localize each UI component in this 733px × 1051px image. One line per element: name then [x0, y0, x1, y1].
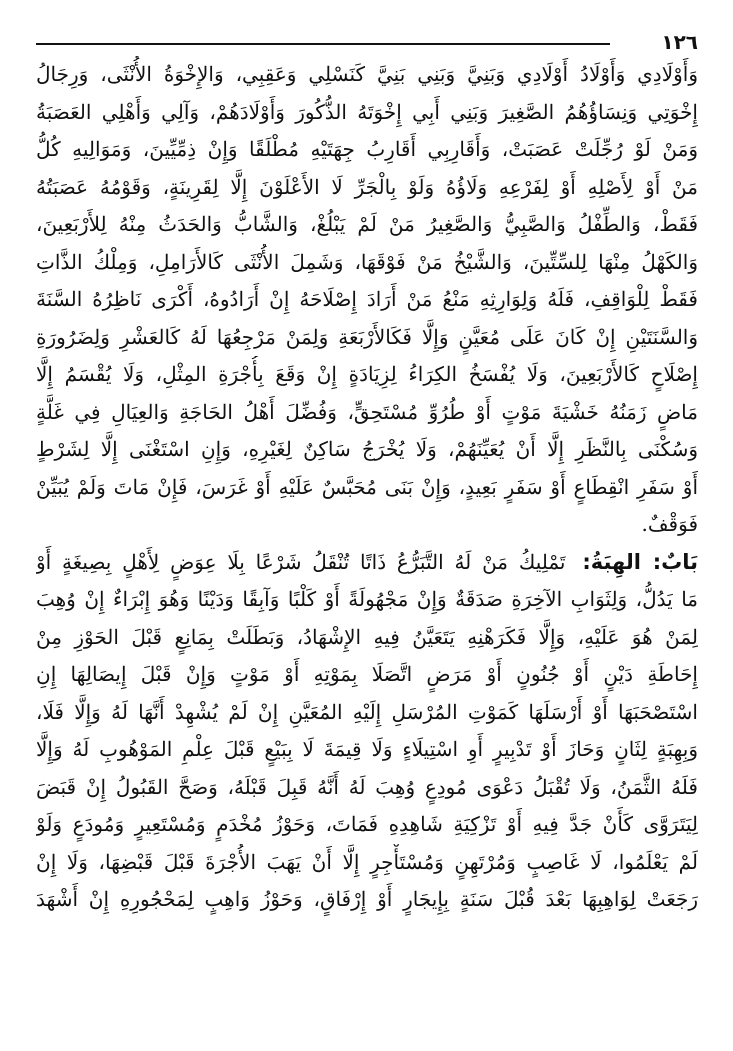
text-line: أَوْ سَفَرِ انْقِطَاعٍ أَوْ سَفَرٍ بَعِيدٍ، وَإِنْ بَنَى مُحَبَّسٌ عَلَيْهِ أَوْ غَرَسَ، فَإِنْ مَاتَ وَلَمْ يُبَيِّنْ — [36, 474, 698, 499]
page-header — [36, 28, 698, 56]
text-line: مَنْ أَوْ لِأَصْلِهِ أَوْ لِفَرْعِهِ وَلَاؤُهُ وَلَوْ بِالْجَرِّ لَا الأَعْلَوْنَ إِلَّا لِقَرِينَةٍ، وَقَوْمُهُ عَصَبَتُهُ — [36, 174, 698, 199]
text-body — [36, 56, 698, 919]
text-line: وَمَنْ لَوْ رُجِّلَتْ عَصَبَتْ، وَأَقَارِبِي أَقَارِبُ جِهَتَيْهِ مُطْلَقًا وَإِنْ ذِمِّيِّينَ، وَمَوَالِيهِ كُلُّ — [36, 137, 698, 161]
text-line: مَا يَدُلُّ، وَلِثَوَابِ الآخِرَةِ صَدَقَةٌ وَإِنْ مَجْهُولَةً أَوْ كَلْبًا وَآبِقًا وَدَيْنًا وَهُوَ إِبْرَاءٌ إِنْ وُهِبَ — [36, 587, 698, 611]
text-line: وَالسَّنَتَيْنِ إِنْ كَانَ عَلَى مُعَيَّنٍ وَإِلَّا فَكَالأَرْبَعَةِ وَلِمَنْ مَرْجِعُهَا لَهُ كَالعَشْرِ وَلِضَرُورَةِ — [36, 324, 698, 349]
text-line: إِصْلَاحٍ كَالأَرْبَعِينَ، وَلَا يُفْسَخُ الكِرَاءُ لِزِيَادَةٍ إِنْ وَقَعَ بِأُجْرَةِ المِثْلِ، وَلَا يُقْسَمُ إِلَّا — [36, 362, 698, 386]
text-line: فَقَطْ لِلْوَاقِفِ، فَلَهُ وَلِوَارِثِهِ مَنْعُ مَنْ أَرَادَ إِصْلَاحَهُ إِنْ أَرَادُوهُ، أَكْرَى نَاظِرُهُ السَّنَةَ — [36, 287, 698, 311]
text-line: وَسُكْنَى بِالنَّظَرِ إِلَّا أَنْ يُعَيِّنَهُمْ، وَلَا يُخْرَجُ سَاكِنٌ لِغَيْرِهِ، وَإِنِ اسْتَغْنَى إِلَّا لِشَرْطٍ — [36, 437, 698, 461]
section-one — [36, 56, 698, 544]
section-two — [36, 544, 698, 919]
header-rule — [36, 43, 610, 45]
page-number: ١٢٦ — [661, 30, 698, 54]
text-line: فَقَطْ، وَالطِّفْلُ وَالصَّبِيُّ وَالصَّغِيرُ مَنْ لَمْ يَبْلُغْ، وَالشَّابُّ وَالحَدَثُ مِنْهُ لِلأَرْبَعِينَ، — [36, 212, 698, 236]
text-line: فَوَقْفٌ. — [641, 512, 698, 536]
text-line: لِيَتَرَوَّى كَأَنْ جَدَّ فِيهِ أَوْ تَزْكِيَةِ شَاهِدِهِ فَمَاتَ، وَحَوْزُ مُخْدَمٍ وَمُسْتَعِيرٍ وَمُودَعٍ وَلَوْ — [36, 812, 698, 836]
text-line: وَبِهِبَةٍ لِثَانٍ وَحَازَ أَوْ تَدْبِيرٍ أَوِ اسْتِيلَاءٍ وَلَا قِيمَةَ لَا بِبَيْعٍ قَبْلَ عِلْمِ المَوْهُوبِ لَهُ وَإِلَّا — [36, 737, 698, 761]
text-line: لِمَنْ هُوَ عَلَيْهِ، وَإِلَّا فَكَرَهْنِهِ يَتَعَيَّنُ فِيهِ الإِشْهَادُ، وَبَطَلَتْ بِمَانِعٍ قَبْلَ الحَوْزِ مِنْ — [36, 624, 698, 649]
text-line: مَاضٍ زَمَنُهُ خَشْيَةَ مَوْتٍ أَوْ طُرُوِّ مُسْتَحِقٍّ، وَفُضِّلَ أَهْلُ الحَاجَةِ وَالعِيَالِ فِي غَلَّةٍ — [36, 399, 698, 424]
text-line: إِحَاطَةِ دَيْنٍ أَوْ جُنُونٍ أَوْ مَرَضٍ اتَّصَلَا بِمَوْتِهِ أَوْ مَوْتٍ وَإِنْ قَبْلَ إِيصَالِهَا إِنِ — [36, 662, 698, 686]
heading-line — [36, 544, 698, 582]
chapter-heading: بَابٌ: الهِبَةُ: — [582, 549, 698, 574]
text-line: اسْتَصْحَبَهَا أَوْ أَرْسَلَهَا كَمَوْتِ المُرْسَلِ إِلَيْهِ المُعَيَّنِ إِنْ لَمْ يُشْهِدْ أَنَّهَا لَهُ وَإِلَّا فَلَا، — [36, 699, 698, 724]
text-line: لَمْ يَعْلَمُوا، لَا غَاصِبٍ وَمُرْتَهِنٍ وَمُسْتَأْجِرٍ إِلَّا أَنْ يَهَبَ الأُجْرَةَ قَبْلَ قَبْضِهَا، وَلَا إِنْ — [36, 849, 698, 874]
text-line: وَالكَهْلُ مِنْهَا لِلسِّتِّينَ، وَالشَّيْخُ مَنْ فَوْقَهَا، وَشَمِلَ الأُنْثَى كَالأَرَامِلِ، وَمِلْكُ الذَّاتِ — [36, 249, 698, 274]
text-line: وَأَوْلَادِي وَأَوْلَادُ أَوْلَادِي وَبَنِيَّ وَبَنِي بَنِيَّ كَنَسْلِي وَعَقِبِي، وَالإِخْوَةُ الأُنْثَى، وَرِجَالُ — [36, 62, 698, 86]
text-line: فَلَهُ الثَّمَنُ، وَلَا تُقْبَلُ دَعْوَى مُودِعٍ وُهِبَ لَهُ أَنَّهُ قَبِلَ قَبْلَهُ، وَصَحَّ القَبُولُ إِنْ قَبَضَ — [36, 774, 698, 799]
heading-line-text: تَمْلِيكُ مَنْ لَهُ التَّبَرُّعُ ذَاتًا تُنْقَلُ شَرْعًا بِلَا عِوَضٍ لِأَهْلٍ بِصِيغَةٍ أَوْ — [36, 549, 566, 574]
text-line: رَجَعَتْ لِوَاهِبِهَا بَعْدَ قُبْلَ سَنَةٍ بِإِيجَارٍ أَوْ إِرْفَاقٍ، وَحَوْزُ وَاهِبٍ لِمَحْجُورِهِ إِنْ أَشْهَدَ — [36, 887, 698, 911]
text-line: إِخْوَتِي وَنِسَاؤُهُمُ الصَّغِيرَ وَبَنِي أَبِي إِخْوَتَهُ الذُّكُورَ وَأَوْلَادَهُمْ، وَآلِي وَأَهْلِي العَصَبَةُ — [36, 99, 698, 124]
